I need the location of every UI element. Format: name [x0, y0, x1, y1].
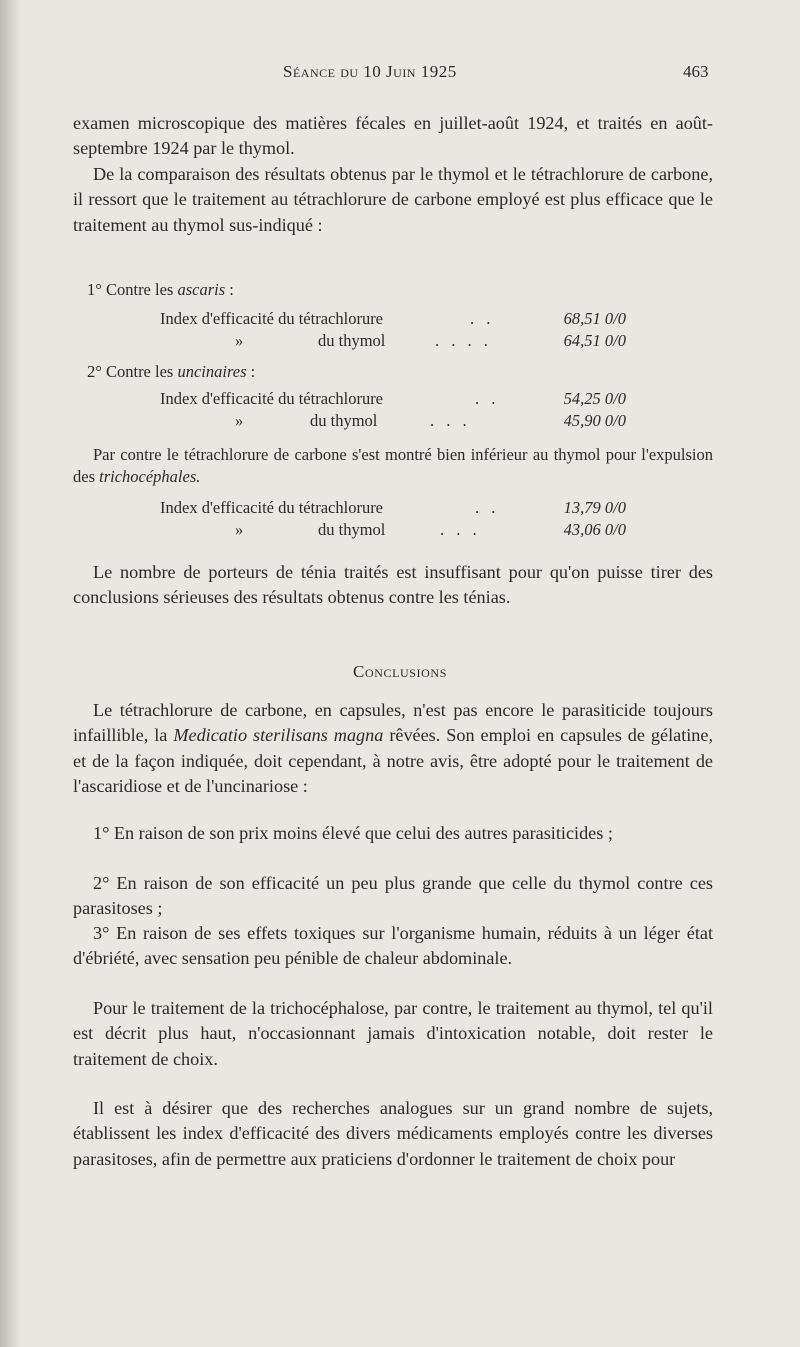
running-head: Séance du 10 Juin 1925 [283, 62, 457, 81]
list-item-1: 1° En raison de son prix moins élevé que celui des autres parasiticides ; [93, 823, 613, 843]
paragraph-continuation: examen microscopique des matières fécales en juillet-août 1924, et traités en août-septembre 1924 par le thymol. [73, 113, 713, 159]
ascaris-row-thymol: » du thymol . . . . 64,51 0/0 [235, 331, 626, 350]
section-uncinaires-label: 2° Contre les uncinaires : [87, 362, 256, 381]
term-ascaris: ascaris [177, 280, 226, 299]
uncinaires-row-tetrachlorure: Index d'efficacité du tétrachlorure . . 54,25 0/0 [160, 389, 626, 408]
paragraph-recherches: Il est à désirer que des recherches analogues sur un grand nombre de sujets, établissent les index d'efficacité des divers médicaments employés contre les diverses parasitoses, afin de permettre aux praticiens d'ordonner le traitement de choix pour [73, 1098, 713, 1169]
page-header [0, 62, 800, 92]
term-uncinaires: uncinaires [177, 362, 247, 381]
paragraph-comparison: De la comparaison des résultats obtenus par le thymol et le tétrachlorure de carbone, il ressort que le traitement au tétrachlorure de carbone employé est plus efficace que le traitement au thymol sus-indiqué : [73, 164, 713, 235]
latin-phrase: Medicatio sterilisans magna [173, 725, 384, 746]
trichocephales-row-tetrachlorure: Index d'efficacité du tétrachlorure . . 13,79 0/0 [160, 498, 626, 517]
trichocephales-row-thymol: » du thymol . . . 43,06 0/0 [235, 520, 626, 539]
conclusions-heading: Conclusions [353, 662, 447, 681]
paragraph-tenia: Le nombre de porteurs de ténia traités est insuffisant pour qu'on puisse tirer des conclusions sérieuses des résultats obtenus contre les ténias. [73, 562, 713, 608]
page-number: 463 [683, 62, 709, 81]
paragraph-trichocephales: Par contre le tétrachlorure de carbone s'est montré bien inférieur au thymol pour l'expulsion des trichocéphales. [73, 445, 713, 486]
uncinaires-row-thymol: » du thymol . . . 45,90 0/0 [235, 411, 626, 430]
section-ascaris-label: 1° Contre les ascaris : [87, 280, 234, 299]
list-item-2: 2° En raison de son efficacité un peu plus grande que celle du thymol contre ces parasitoses ; [73, 873, 713, 919]
paragraph-trichocephalose: Pour le traitement de la trichocéphalose, par contre, le traitement au thymol, tel qu'il est décrit plus haut, n'occasionnant jamais d'intoxication notable, doit rester le traitement de choix. [73, 998, 713, 1069]
term-trichocephales: trichocéphales. [99, 467, 201, 486]
paragraph-conclusion-main: Le tétrachlorure de carbone, en capsules, n'est pas encore le parasiticide toujours infaillible, la Medicatio sterilisans magna rêvées. Son emploi en capsules de gélatine, et de la façon indiquée, doit cependant, à notre avis, être adopté pour le traitement de l'ascaridiose et de l'uncinariose : [73, 700, 714, 796]
ascaris-row-tetrachlorure: Index d'efficacité du tétrachlorure . . 68,51 0/0 [160, 309, 626, 328]
list-item-3: 3° En raison de ses effets toxiques sur l'organisme humain, réduits à un léger état d'ébriété, avec sensation peu pénible de chaleur abdominale. [73, 923, 713, 969]
